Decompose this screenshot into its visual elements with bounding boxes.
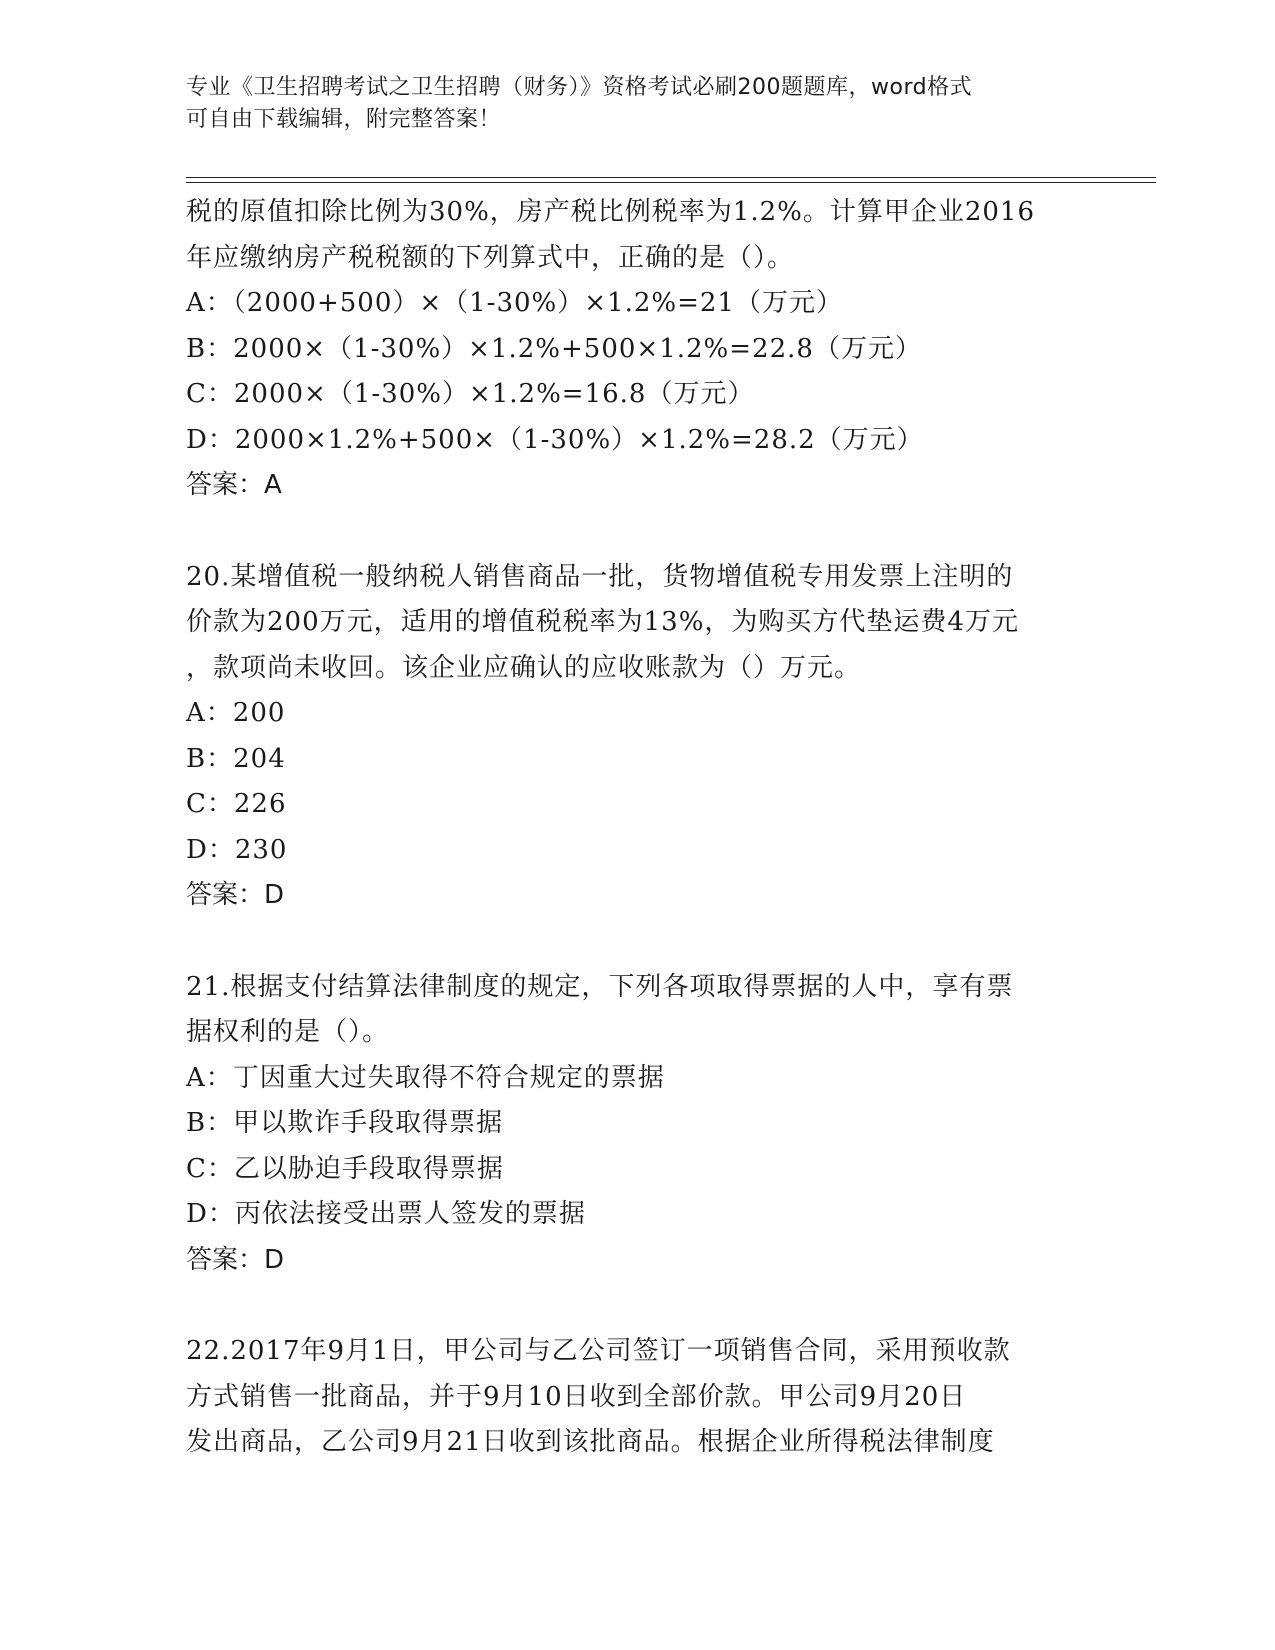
question-block xyxy=(186,555,1086,919)
header-line-2: 可自由下载编辑，附完整答案！ xyxy=(186,107,502,132)
question-stem-line: 22.2017年9月1日，甲公司与乙公司签订一项销售合同，采用预收款 xyxy=(186,1336,1011,1366)
question-stem-line: 据权利的是（）。 xyxy=(186,1017,390,1047)
option-d: D：丙依法接受出票人签发的票据 xyxy=(186,1199,586,1229)
option-b: B：204 xyxy=(186,743,286,774)
question-stem-line: 年应缴纳房产税税额的下列算式中，正确的是（）。 xyxy=(186,242,795,273)
question-stem-line: 方式销售一批商品，并于9月10日收到全部价款。甲公司9月20日 xyxy=(186,1381,967,1412)
header-divider-top xyxy=(186,177,1156,178)
option-b: B：2000×（1-30%）×1.2%+500×1.2%=22.8（万元） xyxy=(186,333,922,364)
question-stem-line: 20.某增值税一般纳税人销售商品一批，货物增值税专用发票上注明的 xyxy=(186,561,1014,592)
question-content xyxy=(186,190,1086,1466)
option-d: D：230 xyxy=(186,834,288,865)
question-stem-line: 价款为200万元，适用的增值税税率为13%，为购买方代垫运费4万元 xyxy=(186,607,1019,637)
question-stem-line: 税的原值扣除比例为30%，房产税比例税率为1.2%。计算甲企业2016 xyxy=(186,197,1036,227)
header-line-1: 专业《卫生招聘考试之卫生招聘（财务）》资格考试必刷200题题库，word格式 xyxy=(186,75,973,100)
answer-line: 答案：D xyxy=(186,880,285,910)
question-stem-line: ，款项尚未收回。该企业应确认的应收账款为（）万元。 xyxy=(186,652,862,683)
question-block xyxy=(186,190,1086,509)
option-b: B：甲以欺诈手段取得票据 xyxy=(186,1108,504,1138)
question-block xyxy=(186,965,1086,1284)
option-d: D：2000×1.2%+500×（1-30%）×1.2%=28.2（万元） xyxy=(186,424,924,455)
option-c: C：2000×（1-30%）×1.2%=16.8（万元） xyxy=(186,379,755,409)
question-stem-line: 发出商品，乙公司9月21日收到该批商品。根据企业所得税法律制度 xyxy=(186,1427,995,1457)
answer-line: 答案：D xyxy=(186,1244,285,1275)
option-a: A：200 xyxy=(186,698,286,728)
option-c: C：乙以胁迫手段取得票据 xyxy=(186,1153,504,1184)
answer-line: 答案：A xyxy=(186,470,282,500)
option-c: C：226 xyxy=(186,789,287,819)
question-stem-line: 21.根据支付结算法律制度的规定，下列各项取得票据的人中，享有票 xyxy=(186,971,1014,1002)
document-header xyxy=(186,72,1066,136)
option-a: A：丁因重大过失取得不符合规定的票据 xyxy=(186,1062,665,1093)
question-block xyxy=(186,1329,1086,1466)
header-divider-bottom xyxy=(186,182,1156,183)
option-a: A：（2000+500）×（1-30%）×1.2%=21（万元） xyxy=(186,288,843,318)
